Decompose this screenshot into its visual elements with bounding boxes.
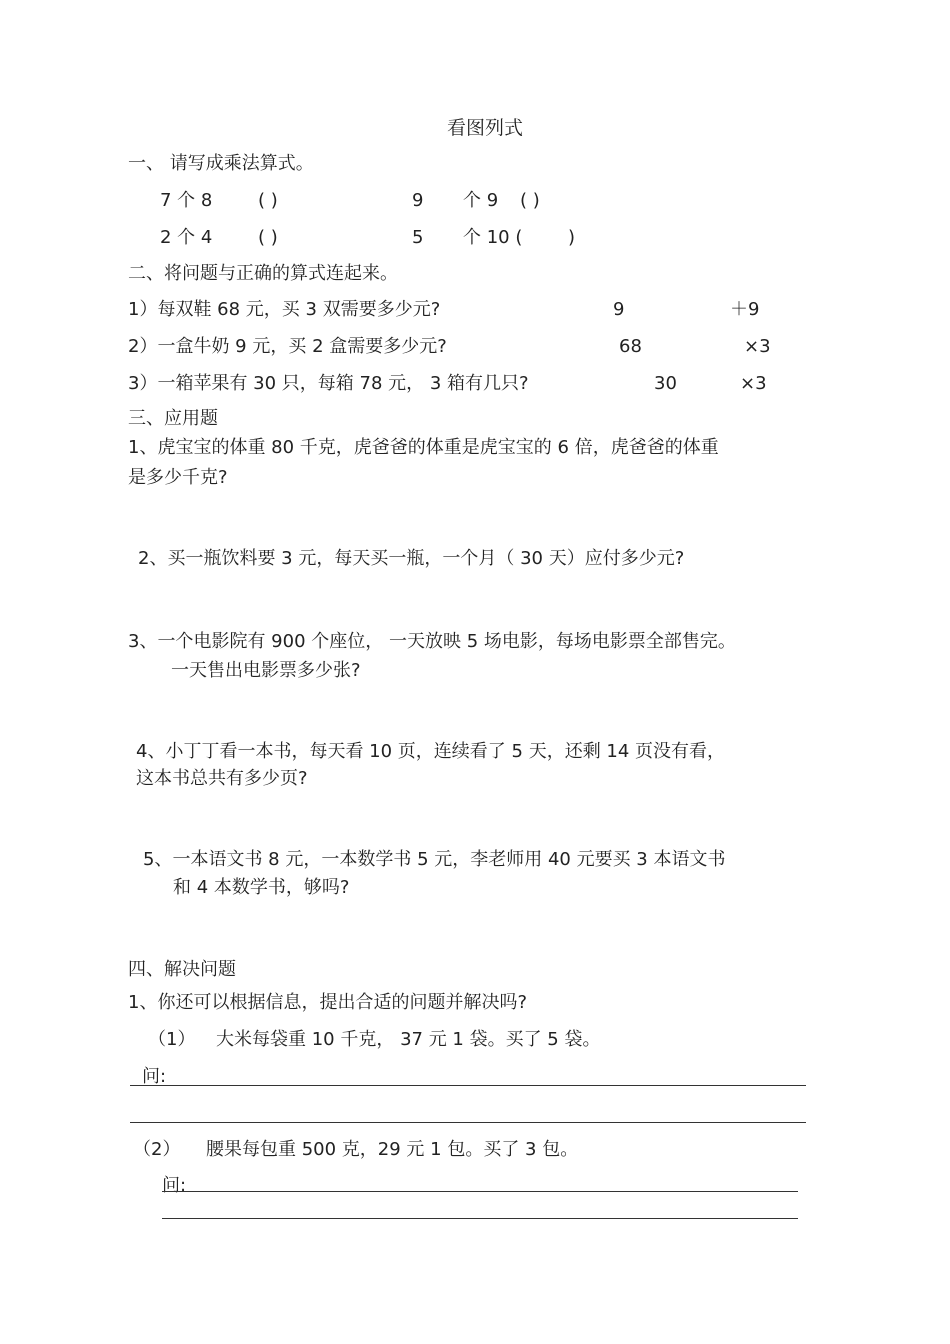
s2-item1-question: 1）每双鞋 68 元，买 3 双需要多少元? xyxy=(128,299,441,320)
s1-row1-b-num: 9 xyxy=(412,190,424,211)
section4-heading: 四、解决问题 xyxy=(128,959,236,980)
s3-problem1-line1: 1、虎宝宝的体重 80 千克，虎爸爸的体重是虎宝宝的 6 倍，虎爸爸的体重 xyxy=(128,437,719,458)
section1-heading: 一、 请写成乘法算式。 xyxy=(128,153,314,174)
s4-sub1-text: 大米每袋重 10 千克， 37 元 1 袋。买了 5 袋。 xyxy=(216,1029,601,1050)
s1-row1-b: 个 9 xyxy=(463,190,499,211)
s4-sub2-number: （2） xyxy=(133,1139,181,1160)
s1-row2-b-close: ) xyxy=(568,227,576,248)
s1-row2-b: 个 10 ( xyxy=(463,227,523,248)
answer-line xyxy=(130,1122,806,1123)
s3-problem1-line2: 是多少千克? xyxy=(128,467,228,488)
answer-line xyxy=(130,1085,806,1086)
s3-problem4-line1: 4、小丁丁看一本书，每天看 10 页，连续看了 5 天，还剩 14 页没有看， xyxy=(136,741,726,762)
s2-item3-number: 30 xyxy=(654,373,677,394)
s1-row1-a-blank: ( ) xyxy=(258,190,278,211)
s1-row2-a-blank: ( ) xyxy=(258,227,278,248)
s3-problem2: 2、买一瓶饮料要 3 元，每天买一瓶，一个月（ 30 天）应付多少元? xyxy=(138,548,685,569)
s1-row1-b-blank: ( ) xyxy=(520,190,540,211)
answer-line xyxy=(162,1191,798,1192)
s2-item3-operation: ×3 xyxy=(740,373,767,394)
s4-sub1-number: （1） xyxy=(148,1029,196,1050)
s3-problem4-line2: 这本书总共有多少页? xyxy=(136,768,308,789)
s3-problem3-line1: 3、一个电影院有 900 个座位， 一天放映 5 场电影，每场电影票全部售完。 xyxy=(128,631,736,652)
section2-heading: 二、将问题与正确的算式连起来。 xyxy=(128,263,398,284)
s2-item2-question: 2）一盒牛奶 9 元，买 2 盒需要多少元? xyxy=(128,336,447,357)
s2-item1-operation: ＋9 xyxy=(730,299,760,320)
s3-problem5-line1: 5、一本语文书 8 元，一本数学书 5 元，李老师用 40 元要买 3 本语文书 xyxy=(143,849,726,870)
s1-row2-b-num: 5 xyxy=(412,227,424,248)
s2-item1-number: 9 xyxy=(613,299,625,320)
s2-item2-operation: ×3 xyxy=(744,336,771,357)
s4-sub2-text: 腰果每包重 500 克，29 元 1 包。买了 3 包。 xyxy=(206,1139,579,1160)
s4-question1: 1、你还可以根据信息，提出合适的问题并解决吗? xyxy=(128,992,528,1013)
s4-ask1-label: 问: xyxy=(142,1066,167,1087)
s1-row1-a: 7 个 8 xyxy=(160,190,213,211)
answer-line xyxy=(162,1218,798,1219)
s2-item2-number: 68 xyxy=(619,336,642,357)
s3-problem3-line2: 一天售出电影票多少张? xyxy=(171,660,361,681)
s1-row2-a: 2 个 4 xyxy=(160,227,213,248)
section3-heading: 三、应用题 xyxy=(128,408,218,429)
s3-problem5-line2: 和 4 本数学书，够吗? xyxy=(173,877,350,898)
page-title: 看图列式 xyxy=(447,117,524,139)
s2-item3-question: 3）一箱苹果有 30 只，每箱 78 元， 3 箱有几只? xyxy=(128,373,529,394)
s4-ask2-label: 问: xyxy=(162,1175,187,1196)
